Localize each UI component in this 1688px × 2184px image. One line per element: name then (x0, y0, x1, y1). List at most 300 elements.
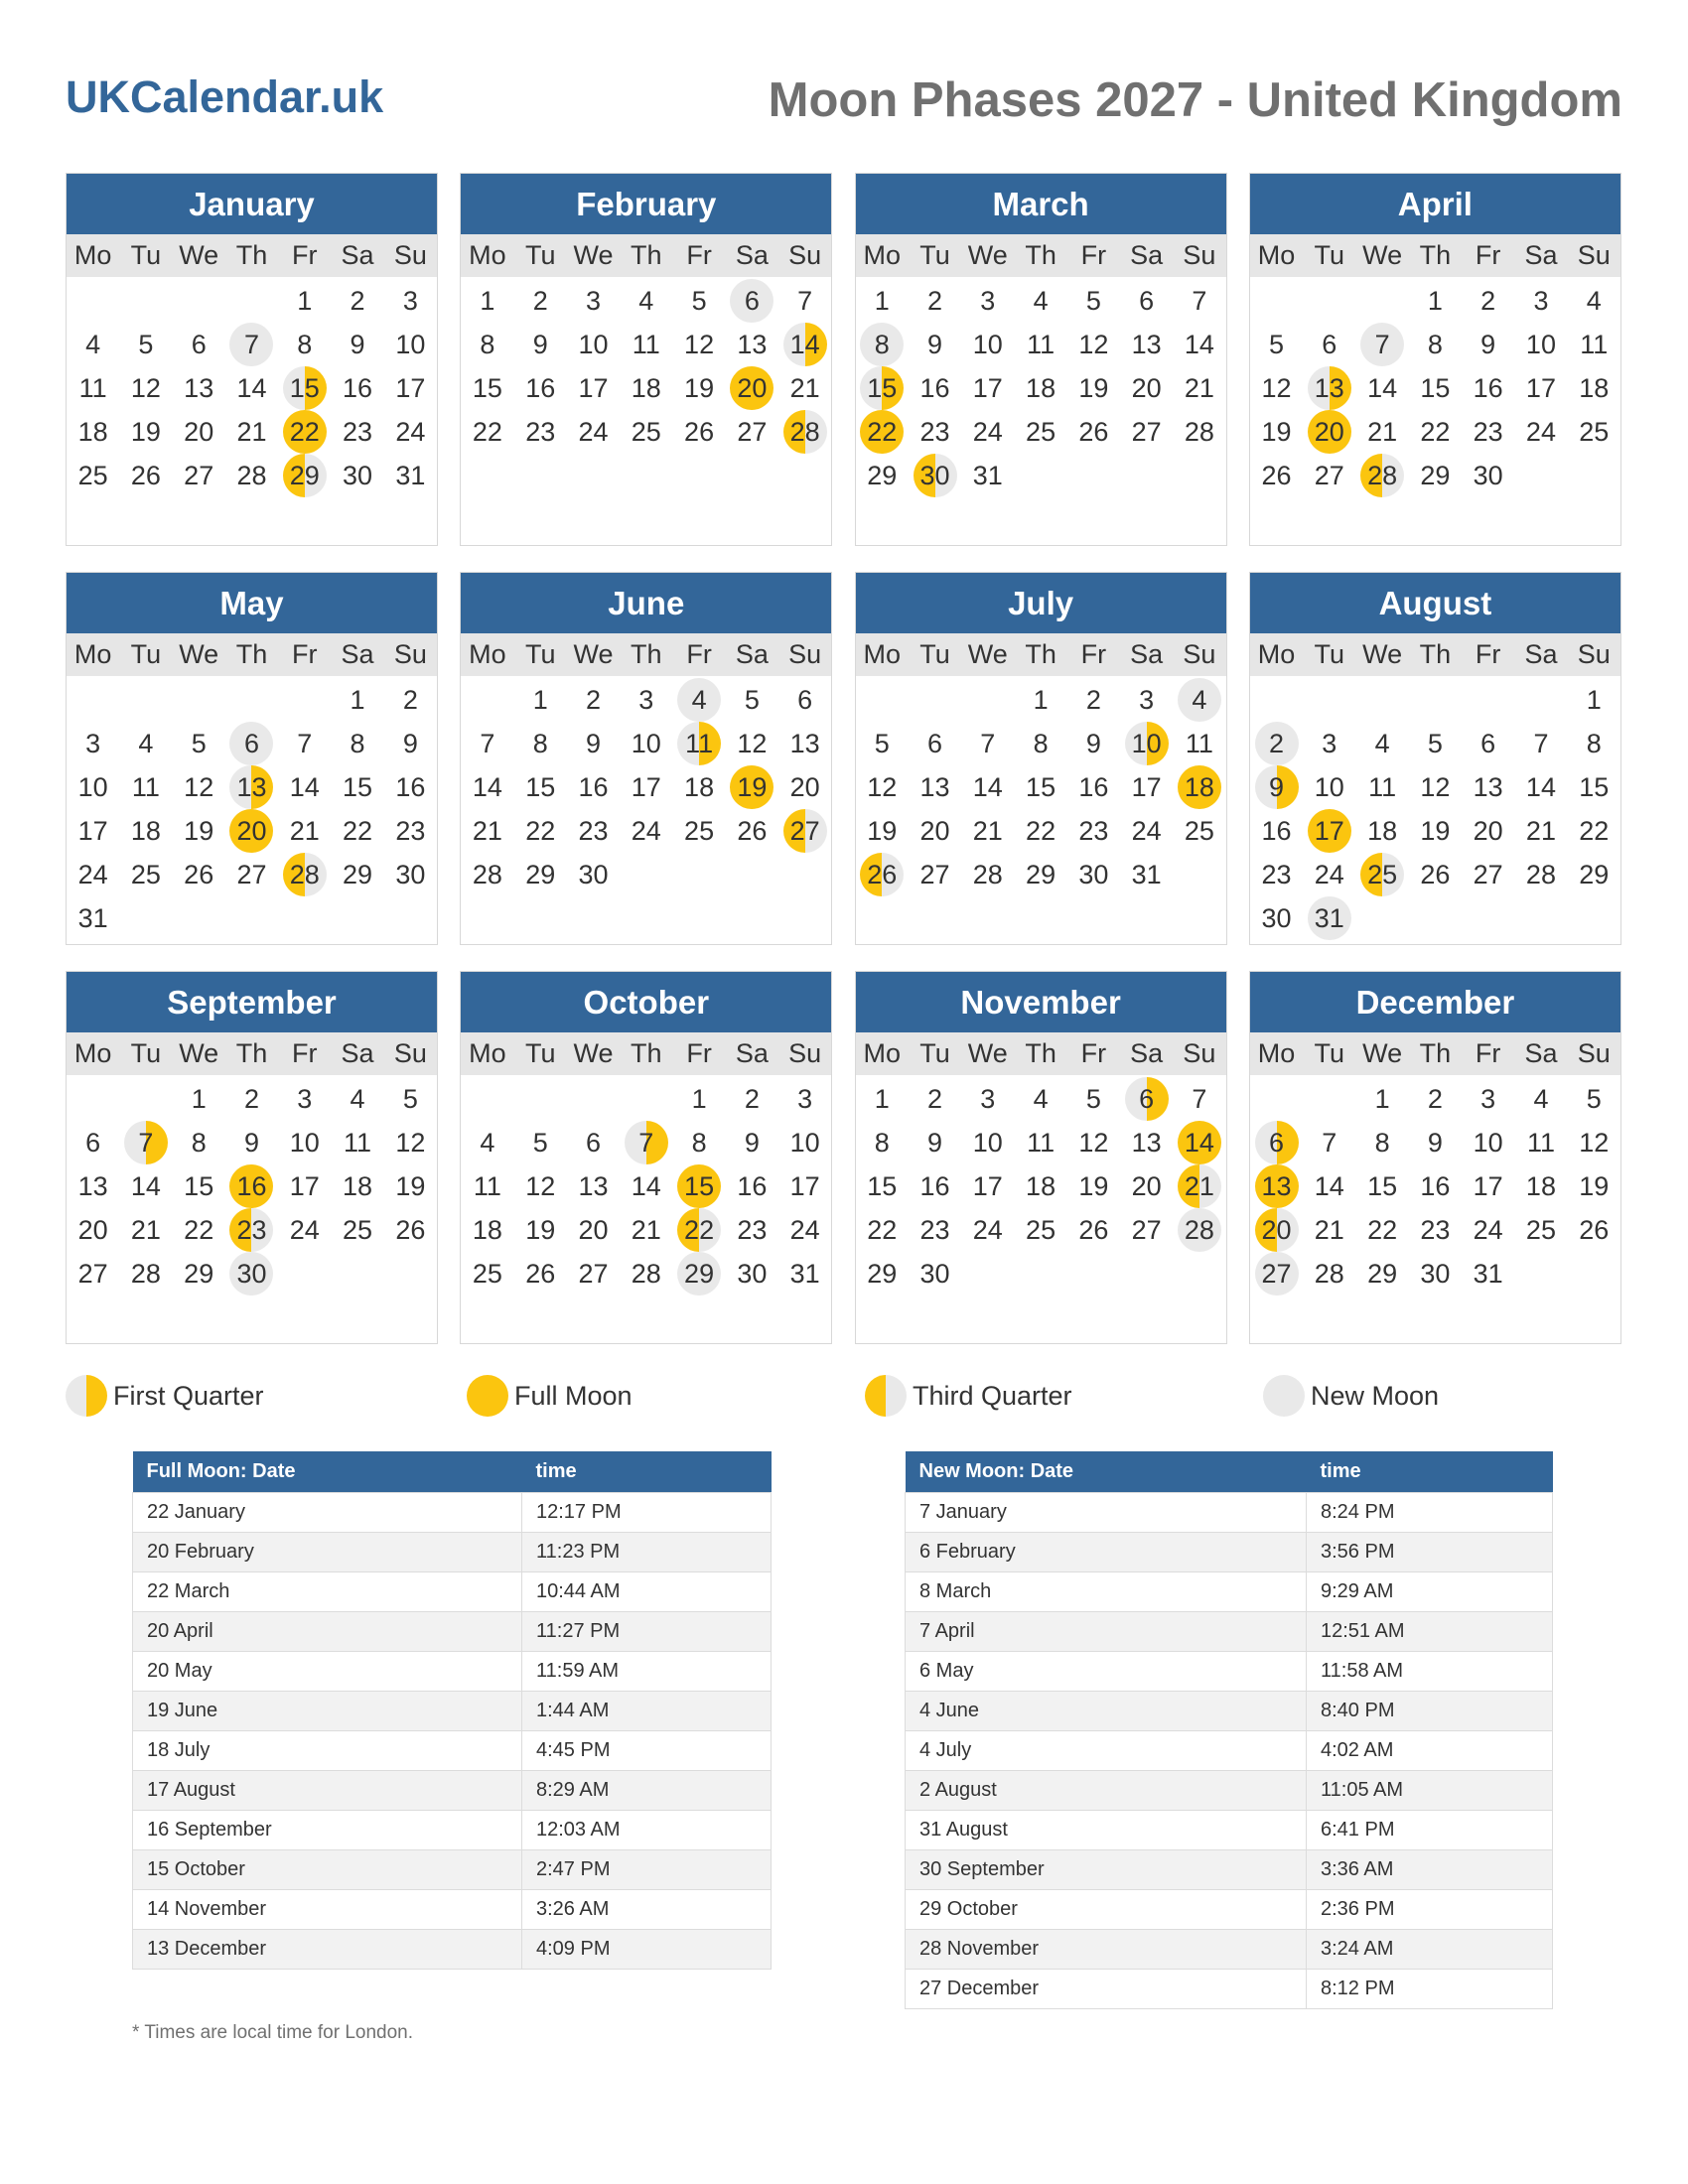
day-number: 26 (130, 460, 161, 490)
day-number: 26 (1078, 416, 1109, 447)
day-number: 13 (1255, 1164, 1299, 1208)
day-cell (1250, 454, 1303, 497)
empty-cell (1514, 678, 1567, 722)
day-number: 10 (972, 1127, 1003, 1158)
weekday-label: Tu (524, 639, 556, 670)
weekday-label: Fr (686, 240, 712, 271)
day-cell (384, 853, 437, 896)
day-number: 8 (860, 323, 904, 366)
day-cell (331, 366, 383, 410)
month-title: March (856, 174, 1226, 234)
moon-phase-day (1303, 896, 1355, 940)
day-number: 4 (350, 1083, 365, 1114)
day-number: 12 (1579, 1127, 1610, 1158)
day-cell (461, 1164, 513, 1208)
column-header: time (1307, 1451, 1553, 1492)
day-number: 29 (184, 1258, 214, 1289)
day-number: 20 (1473, 815, 1503, 846)
day-number: 7 (797, 285, 813, 316)
day-number: 24 (289, 1214, 320, 1245)
day-number: 7 (625, 1121, 668, 1164)
day-cell (1514, 1208, 1567, 1252)
day-number: 5 (874, 728, 890, 758)
day-cell (909, 1252, 961, 1296)
table-row (133, 1571, 772, 1611)
day-number: 2 (532, 285, 548, 316)
day-cell (1514, 765, 1567, 809)
day-number: 30 (1473, 460, 1503, 490)
day-cell (726, 1208, 778, 1252)
day-cell (514, 323, 567, 366)
day-cell (1250, 809, 1303, 853)
empty-cell (1355, 279, 1408, 323)
date-cell: 4 July (906, 1730, 1307, 1770)
day-number: 15 (1420, 372, 1451, 403)
day-cell (1250, 323, 1303, 366)
day-number: 8 (297, 329, 313, 359)
moon-phase-day (672, 1164, 725, 1208)
day-cell (1355, 809, 1408, 853)
weekday-label: Mo (1257, 1038, 1296, 1069)
day-cell (961, 410, 1014, 454)
day-number: 23 (1078, 815, 1109, 846)
weekday-label: Su (393, 639, 427, 670)
day-number: 16 (578, 771, 609, 802)
day-cell (909, 410, 961, 454)
day-number: 21 (289, 815, 320, 846)
moon-phase-day (278, 366, 331, 410)
day-cell (331, 722, 383, 765)
column-header: time (522, 1451, 772, 1492)
day-number: 1 (191, 1083, 207, 1114)
day-cell (909, 1208, 961, 1252)
day-number: 17 (1308, 809, 1351, 853)
time-cell: 9:29 AM (1307, 1571, 1553, 1611)
day-cell (909, 722, 961, 765)
month-title: April (1250, 174, 1620, 234)
day-number: 19 (1078, 1170, 1109, 1201)
day-number: 23 (525, 416, 556, 447)
day-cell (726, 678, 778, 722)
day-cell (620, 279, 672, 323)
day-cell (331, 809, 383, 853)
moon-phase-day (726, 366, 778, 410)
table-row (133, 1929, 772, 1969)
day-number: 1 (1033, 684, 1049, 715)
day-cell (173, 1077, 225, 1121)
day-cell (1355, 410, 1408, 454)
date-cell: 19 June (133, 1691, 522, 1730)
moon-phase-day (1250, 1252, 1303, 1296)
day-cell (173, 809, 225, 853)
day-number: 26 (684, 416, 715, 447)
table-row (133, 1651, 772, 1691)
day-grid (67, 277, 437, 545)
weekday-label: We (179, 1038, 219, 1069)
day-number: 30 (737, 1258, 768, 1289)
weekday-label: Sa (1524, 240, 1558, 271)
moon-phase-day (1355, 853, 1408, 896)
time-cell: 10:44 AM (522, 1571, 772, 1611)
day-cell (726, 323, 778, 366)
date-cell: 14 November (133, 1889, 522, 1929)
day-cell (1514, 1164, 1567, 1208)
time-cell: 11:27 PM (522, 1611, 772, 1651)
day-number: 28 (972, 859, 1003, 889)
moon-phase-day (119, 1121, 172, 1164)
day-number: 4 (1586, 285, 1602, 316)
weekday-label: Tu (919, 639, 950, 670)
day-number: 7 (229, 323, 273, 366)
day-cell (514, 722, 567, 765)
time-cell: 11:59 AM (522, 1651, 772, 1691)
day-number: 20 (77, 1214, 108, 1245)
empty-cell (909, 678, 961, 722)
date-cell: 29 October (906, 1889, 1307, 1929)
day-number: 1 (874, 285, 890, 316)
day-number: 23 (919, 1214, 950, 1245)
day-number: 29 (867, 460, 898, 490)
day-cell (331, 1164, 383, 1208)
day-number: 1 (1586, 684, 1602, 715)
day-number: 30 (1078, 859, 1109, 889)
day-cell (1568, 323, 1620, 366)
moon-phase-day (278, 454, 331, 497)
weekday-label: Su (1183, 240, 1216, 271)
day-number: 2 (350, 285, 365, 316)
day-number: 11 (632, 329, 660, 359)
day-number: 20 (919, 815, 950, 846)
day-cell (1355, 366, 1408, 410)
weekday-label: Fr (1080, 1038, 1107, 1069)
day-number: 22 (677, 1208, 721, 1252)
table-row (133, 1810, 772, 1849)
day-grid (1250, 676, 1620, 944)
day-cell (1120, 765, 1173, 809)
day-cell (461, 809, 513, 853)
day-number: 11 (78, 372, 107, 403)
day-cell (1568, 410, 1620, 454)
day-number: 25 (77, 460, 108, 490)
day-number: 20 (229, 809, 273, 853)
day-number: 3 (297, 1083, 313, 1114)
date-cell: 7 January (906, 1492, 1307, 1532)
weekday-label: Fr (292, 639, 318, 670)
day-cell (384, 1164, 437, 1208)
day-number: 9 (1255, 765, 1299, 809)
day-cell (1355, 765, 1408, 809)
day-cell (384, 765, 437, 809)
day-cell (1409, 323, 1462, 366)
day-number: 19 (1078, 372, 1109, 403)
day-number: 3 (402, 285, 418, 316)
day-number: 8 (350, 728, 365, 758)
day-number: 17 (972, 1170, 1003, 1201)
day-cell (173, 454, 225, 497)
day-cell (1173, 323, 1225, 366)
day-number: 26 (1579, 1214, 1610, 1245)
day-cell (119, 765, 172, 809)
weekday-label: Fr (1475, 1038, 1501, 1069)
month-november (855, 971, 1227, 1344)
day-number: 2 (243, 1083, 259, 1114)
date-cell: 16 September (133, 1810, 522, 1849)
day-number: 5 (138, 329, 154, 359)
day-cell (119, 1164, 172, 1208)
day-number: 12 (395, 1127, 426, 1158)
day-number: 17 (578, 372, 609, 403)
day-number: 12 (684, 329, 715, 359)
day-cell (961, 1121, 1014, 1164)
day-number: 31 (395, 460, 426, 490)
day-number: 9 (350, 329, 365, 359)
day-cell (331, 410, 383, 454)
moon-phase-day (225, 765, 278, 809)
day-number: 12 (1078, 329, 1109, 359)
legend-label: Full Moon (514, 1380, 633, 1411)
day-number: 4 (1033, 1083, 1049, 1114)
legend-item-full (467, 1374, 633, 1418)
day-cell (1303, 1164, 1355, 1208)
month-title: June (461, 573, 831, 633)
day-number: 3 (585, 285, 602, 316)
day-number: 25 (1026, 1214, 1056, 1245)
day-cell (461, 279, 513, 323)
weekday-label: Th (631, 639, 662, 670)
weekday-label: Su (788, 1038, 822, 1069)
day-cell (225, 853, 278, 896)
day-number: 23 (395, 815, 426, 846)
day-number: 20 (184, 416, 214, 447)
day-number: 8 (1586, 728, 1602, 758)
month-title: August (1250, 573, 1620, 633)
moon-phase-day (778, 323, 831, 366)
day-cell (1250, 366, 1303, 410)
weekday-label: Sa (341, 639, 374, 670)
day-number: 22 (1026, 815, 1056, 846)
day-cell (1462, 1121, 1514, 1164)
day-cell (567, 1121, 620, 1164)
brand-logo[interactable]: UKCalendar.uk (66, 71, 384, 122)
day-number: 18 (1026, 1170, 1056, 1201)
empty-cell (173, 678, 225, 722)
day-number: 28 (283, 853, 327, 896)
day-number: 10 (578, 329, 609, 359)
day-number: 31 (77, 902, 108, 933)
time-cell: 6:41 PM (1307, 1810, 1553, 1849)
day-number: 17 (972, 372, 1003, 403)
day-number: 19 (395, 1170, 426, 1201)
month-july (855, 572, 1227, 945)
day-cell (461, 323, 513, 366)
weekday-header (67, 633, 437, 676)
moon-phase-day (1173, 678, 1225, 722)
day-number: 6 (1322, 329, 1337, 359)
day-number: 27 (1131, 1214, 1162, 1245)
day-number: 5 (191, 728, 207, 758)
day-number: 22 (1420, 416, 1451, 447)
day-cell (1067, 410, 1120, 454)
day-cell (173, 410, 225, 454)
weekday-label: Mo (469, 639, 506, 670)
weekday-label: Mo (469, 240, 506, 271)
day-number: 7 (480, 728, 495, 758)
moon-phase-day (1303, 366, 1355, 410)
empty-cell (173, 279, 225, 323)
month-title: February (461, 174, 831, 234)
day-cell (67, 1208, 119, 1252)
month-title: July (856, 573, 1226, 633)
month-title: November (856, 972, 1226, 1032)
day-number: 14 (1367, 372, 1398, 403)
day-cell (384, 323, 437, 366)
day-number: 26 (737, 815, 768, 846)
moon-phase-day (620, 1121, 672, 1164)
empty-cell (67, 678, 119, 722)
day-cell (1067, 765, 1120, 809)
page-title: Moon Phases 2027 - United Kingdom (768, 73, 1622, 127)
day-number: 23 (578, 815, 609, 846)
day-cell (909, 1164, 961, 1208)
day-cell (567, 323, 620, 366)
day-number: 4 (677, 678, 721, 722)
day-cell (672, 765, 725, 809)
time-cell: 1:44 AM (522, 1691, 772, 1730)
time-cell: 4:45 PM (522, 1730, 772, 1770)
weekday-label: Mo (863, 1038, 901, 1069)
day-cell (1120, 279, 1173, 323)
day-number: 5 (691, 285, 707, 316)
day-cell (778, 765, 831, 809)
day-cell (620, 410, 672, 454)
day-cell (1462, 279, 1514, 323)
legend-item-tq (865, 1374, 1072, 1418)
empty-cell (1409, 678, 1462, 722)
day-cell (67, 853, 119, 896)
day-number: 11 (131, 771, 160, 802)
month-may (66, 572, 438, 945)
day-number: 26 (1420, 859, 1451, 889)
day-cell (67, 323, 119, 366)
time-cell: 2:47 PM (522, 1849, 772, 1889)
empty-cell (1303, 1077, 1355, 1121)
day-number: 12 (867, 771, 898, 802)
day-number: 6 (191, 329, 207, 359)
day-number: 21 (1525, 815, 1556, 846)
day-cell (1014, 410, 1066, 454)
day-number: 8 (874, 1127, 890, 1158)
day-cell (1514, 809, 1567, 853)
weekday-header (67, 1032, 437, 1075)
day-cell (909, 1121, 961, 1164)
day-number: 30 (914, 454, 957, 497)
moon-phase-day (726, 765, 778, 809)
day-number: 1 (1427, 285, 1443, 316)
day-number: 15 (1367, 1170, 1398, 1201)
day-cell (1568, 1208, 1620, 1252)
time-cell: 3:24 AM (1307, 1929, 1553, 1969)
day-number: 11 (344, 1127, 372, 1158)
day-cell (278, 1164, 331, 1208)
day-number: 20 (1255, 1208, 1299, 1252)
day-cell (119, 410, 172, 454)
day-cell (1303, 722, 1355, 765)
time-cell: 8:12 PM (1307, 1969, 1553, 2008)
day-number: 25 (1026, 416, 1056, 447)
day-number: 6 (85, 1127, 101, 1158)
day-cell (461, 410, 513, 454)
day-number: 6 (229, 722, 273, 765)
day-number: 10 (789, 1127, 820, 1158)
weekday-label: Su (1183, 639, 1216, 670)
day-cell (331, 323, 383, 366)
day-cell (384, 366, 437, 410)
moon-phase-day (1303, 809, 1355, 853)
day-cell (384, 809, 437, 853)
empty-cell (1250, 279, 1303, 323)
day-number: 8 (191, 1127, 207, 1158)
weekday-label: Th (631, 240, 662, 271)
empty-cell (1355, 678, 1408, 722)
day-cell (672, 323, 725, 366)
day-number: 13 (229, 765, 273, 809)
day-cell (1568, 722, 1620, 765)
weekday-label: Sa (735, 1038, 769, 1069)
date-cell: 6 February (906, 1532, 1307, 1571)
day-number: 27 (77, 1258, 108, 1289)
day-number: 29 (525, 859, 556, 889)
day-cell (1250, 896, 1303, 940)
day-number: 22 (343, 815, 373, 846)
day-number: 24 (972, 416, 1003, 447)
day-number: 18 (1367, 815, 1398, 846)
day-number: 12 (184, 771, 214, 802)
day-number: 21 (789, 372, 820, 403)
day-cell (173, 722, 225, 765)
day-number: 13 (789, 728, 820, 758)
day-cell (278, 722, 331, 765)
month-october (460, 971, 832, 1344)
weekday-header (856, 234, 1226, 277)
month-june (460, 572, 832, 945)
table-header-row (906, 1451, 1553, 1492)
weekday-label: Th (1419, 1038, 1452, 1069)
day-number: 25 (343, 1214, 373, 1245)
day-number: 28 (1525, 859, 1556, 889)
day-cell (67, 366, 119, 410)
day-cell (1462, 809, 1514, 853)
day-number: 27 (1473, 859, 1503, 889)
day-cell (1409, 366, 1462, 410)
day-cell (567, 765, 620, 809)
empty-cell (461, 1077, 513, 1121)
day-cell (1303, 323, 1355, 366)
table-row (906, 1651, 1553, 1691)
day-cell (726, 809, 778, 853)
day-number: 15 (525, 771, 556, 802)
day-cell (1067, 279, 1120, 323)
moon-phase-day (1250, 722, 1303, 765)
day-cell (1303, 1208, 1355, 1252)
day-number: 20 (730, 366, 774, 410)
day-number: 27 (578, 1258, 609, 1289)
weekday-label: Mo (469, 1038, 506, 1069)
weekday-label: Tu (1314, 639, 1345, 670)
day-cell (1067, 1121, 1120, 1164)
day-number: 9 (243, 1127, 259, 1158)
weekday-label: Sa (1130, 1038, 1164, 1069)
day-cell (173, 1208, 225, 1252)
